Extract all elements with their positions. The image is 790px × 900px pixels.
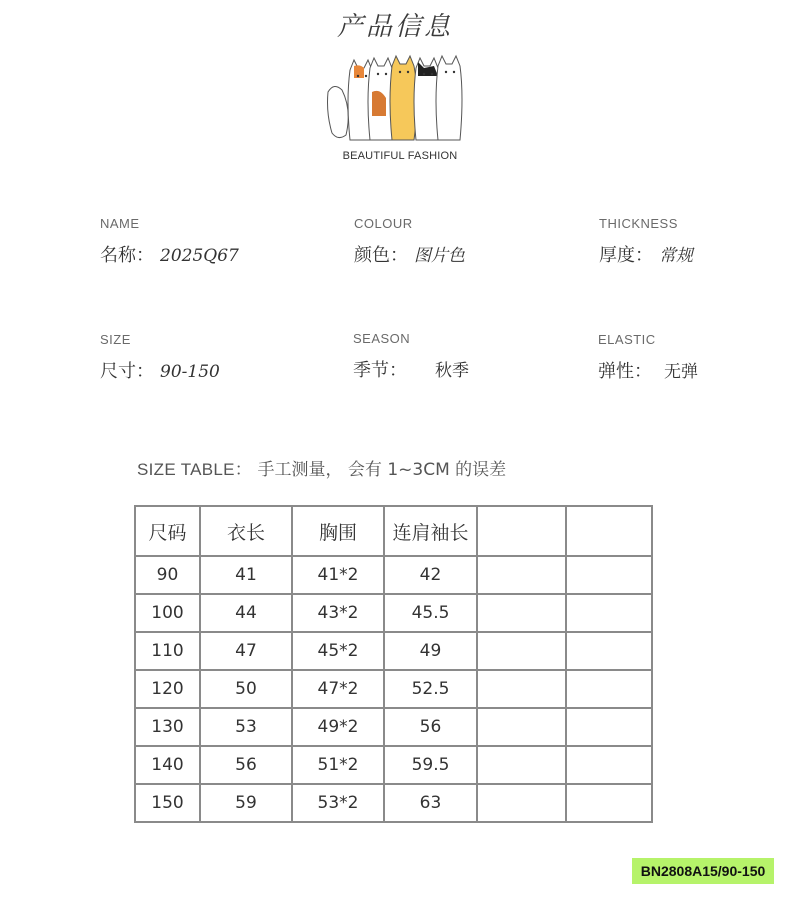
attr-colour-value: 图片色: [414, 246, 465, 266]
attr-thickness-value: 常规: [659, 246, 693, 266]
attr-size-label: 尺寸：: [100, 361, 154, 382]
attr-elastic-en: ELASTIC: [598, 332, 656, 347]
table-cell: 41*2: [292, 556, 384, 594]
attr-season-label: 季节：: [353, 360, 407, 381]
table-cell: 45.5: [384, 594, 477, 632]
table-cell: [566, 784, 652, 822]
table-cell: 59.5: [384, 746, 477, 784]
table-cell: 59: [200, 784, 292, 822]
attr-season-value: 秋季: [435, 361, 469, 381]
attr-colour: [354, 216, 465, 267]
table-cell: 150: [135, 784, 200, 822]
attr-name-value: 2025Q67: [160, 246, 239, 266]
table-cell: 51*2: [292, 746, 384, 784]
attr-elastic: [598, 332, 698, 383]
table-cell: 44: [200, 594, 292, 632]
attr-size-en: SIZE: [100, 332, 131, 347]
size-table-label: SIZE TABLE：: [137, 460, 253, 479]
table-row: [135, 670, 652, 708]
header-size: 尺码: [135, 506, 200, 556]
size-table-note-text: 手工测量， 会有 1~3CM 的误差: [257, 460, 507, 480]
attr-name-en: NAME: [100, 216, 140, 231]
header-length: 衣长: [200, 506, 292, 556]
table-cell: 49*2: [292, 708, 384, 746]
table-cell: [477, 746, 566, 784]
header-empty-2: [566, 506, 652, 556]
table-cell: 63: [384, 784, 477, 822]
table-cell: [477, 708, 566, 746]
table-row: [135, 632, 652, 670]
table-cell: 53*2: [292, 784, 384, 822]
table-cell: 110: [135, 632, 200, 670]
table-cell: [477, 670, 566, 708]
size-table-header-row: [135, 506, 652, 556]
table-row: [135, 594, 652, 632]
header-empty-1: [477, 506, 566, 556]
attr-thickness-label: 厚度：: [599, 245, 653, 266]
table-cell: [566, 708, 652, 746]
table-cell: 56: [200, 746, 292, 784]
table-cell: 52.5: [384, 670, 477, 708]
size-table-note: [137, 455, 506, 480]
attr-size-value: 90-150: [160, 362, 220, 382]
table-cell: [566, 632, 652, 670]
table-cell: 140: [135, 746, 200, 784]
table-cell: 49: [384, 632, 477, 670]
table-cell: [477, 632, 566, 670]
attr-thickness: [599, 216, 693, 267]
header-sleeve: 连肩袖长: [384, 506, 477, 556]
table-cell: [477, 784, 566, 822]
table-cell: [566, 746, 652, 784]
table-row: [135, 784, 652, 822]
table-cell: 41: [200, 556, 292, 594]
table-cell: 47*2: [292, 670, 384, 708]
product-code-badge: BN2808A15/90-150: [632, 858, 774, 884]
table-row: [135, 746, 652, 784]
table-cell: 50: [200, 670, 292, 708]
attr-elastic-value: 无弹: [664, 362, 698, 382]
table-cell: 100: [135, 594, 200, 632]
brand-text: BEAUTIFUL FASHION: [342, 150, 458, 162]
table-cell: 53: [200, 708, 292, 746]
table-cell: [566, 594, 652, 632]
table-row: [135, 708, 652, 746]
attr-size: [100, 332, 220, 383]
table-cell: [477, 556, 566, 594]
attr-elastic-label: 弹性：: [598, 361, 652, 382]
header-chest: 胸围: [292, 506, 384, 556]
table-row: [135, 556, 652, 594]
size-table: [134, 505, 653, 823]
attr-thickness-en: THICKNESS: [599, 216, 678, 231]
attr-name: [100, 216, 239, 267]
table-cell: 47: [200, 632, 292, 670]
table-cell: 130: [135, 708, 200, 746]
attr-colour-en: COLOUR: [354, 216, 413, 231]
page-title: 产品信息: [336, 12, 453, 42]
attr-colour-label: 颜色：: [354, 245, 408, 266]
table-cell: 120: [135, 670, 200, 708]
table-cell: 42: [384, 556, 477, 594]
table-cell: [566, 670, 652, 708]
cats-logo-icon: [320, 52, 470, 152]
table-cell: [477, 594, 566, 632]
attr-name-label: 名称：: [100, 245, 154, 266]
table-cell: 45*2: [292, 632, 384, 670]
table-cell: 43*2: [292, 594, 384, 632]
table-cell: 56: [384, 708, 477, 746]
attr-season-en: SEASON: [353, 331, 411, 346]
attr-season: [353, 331, 469, 382]
table-cell: [566, 556, 652, 594]
table-cell: 90: [135, 556, 200, 594]
